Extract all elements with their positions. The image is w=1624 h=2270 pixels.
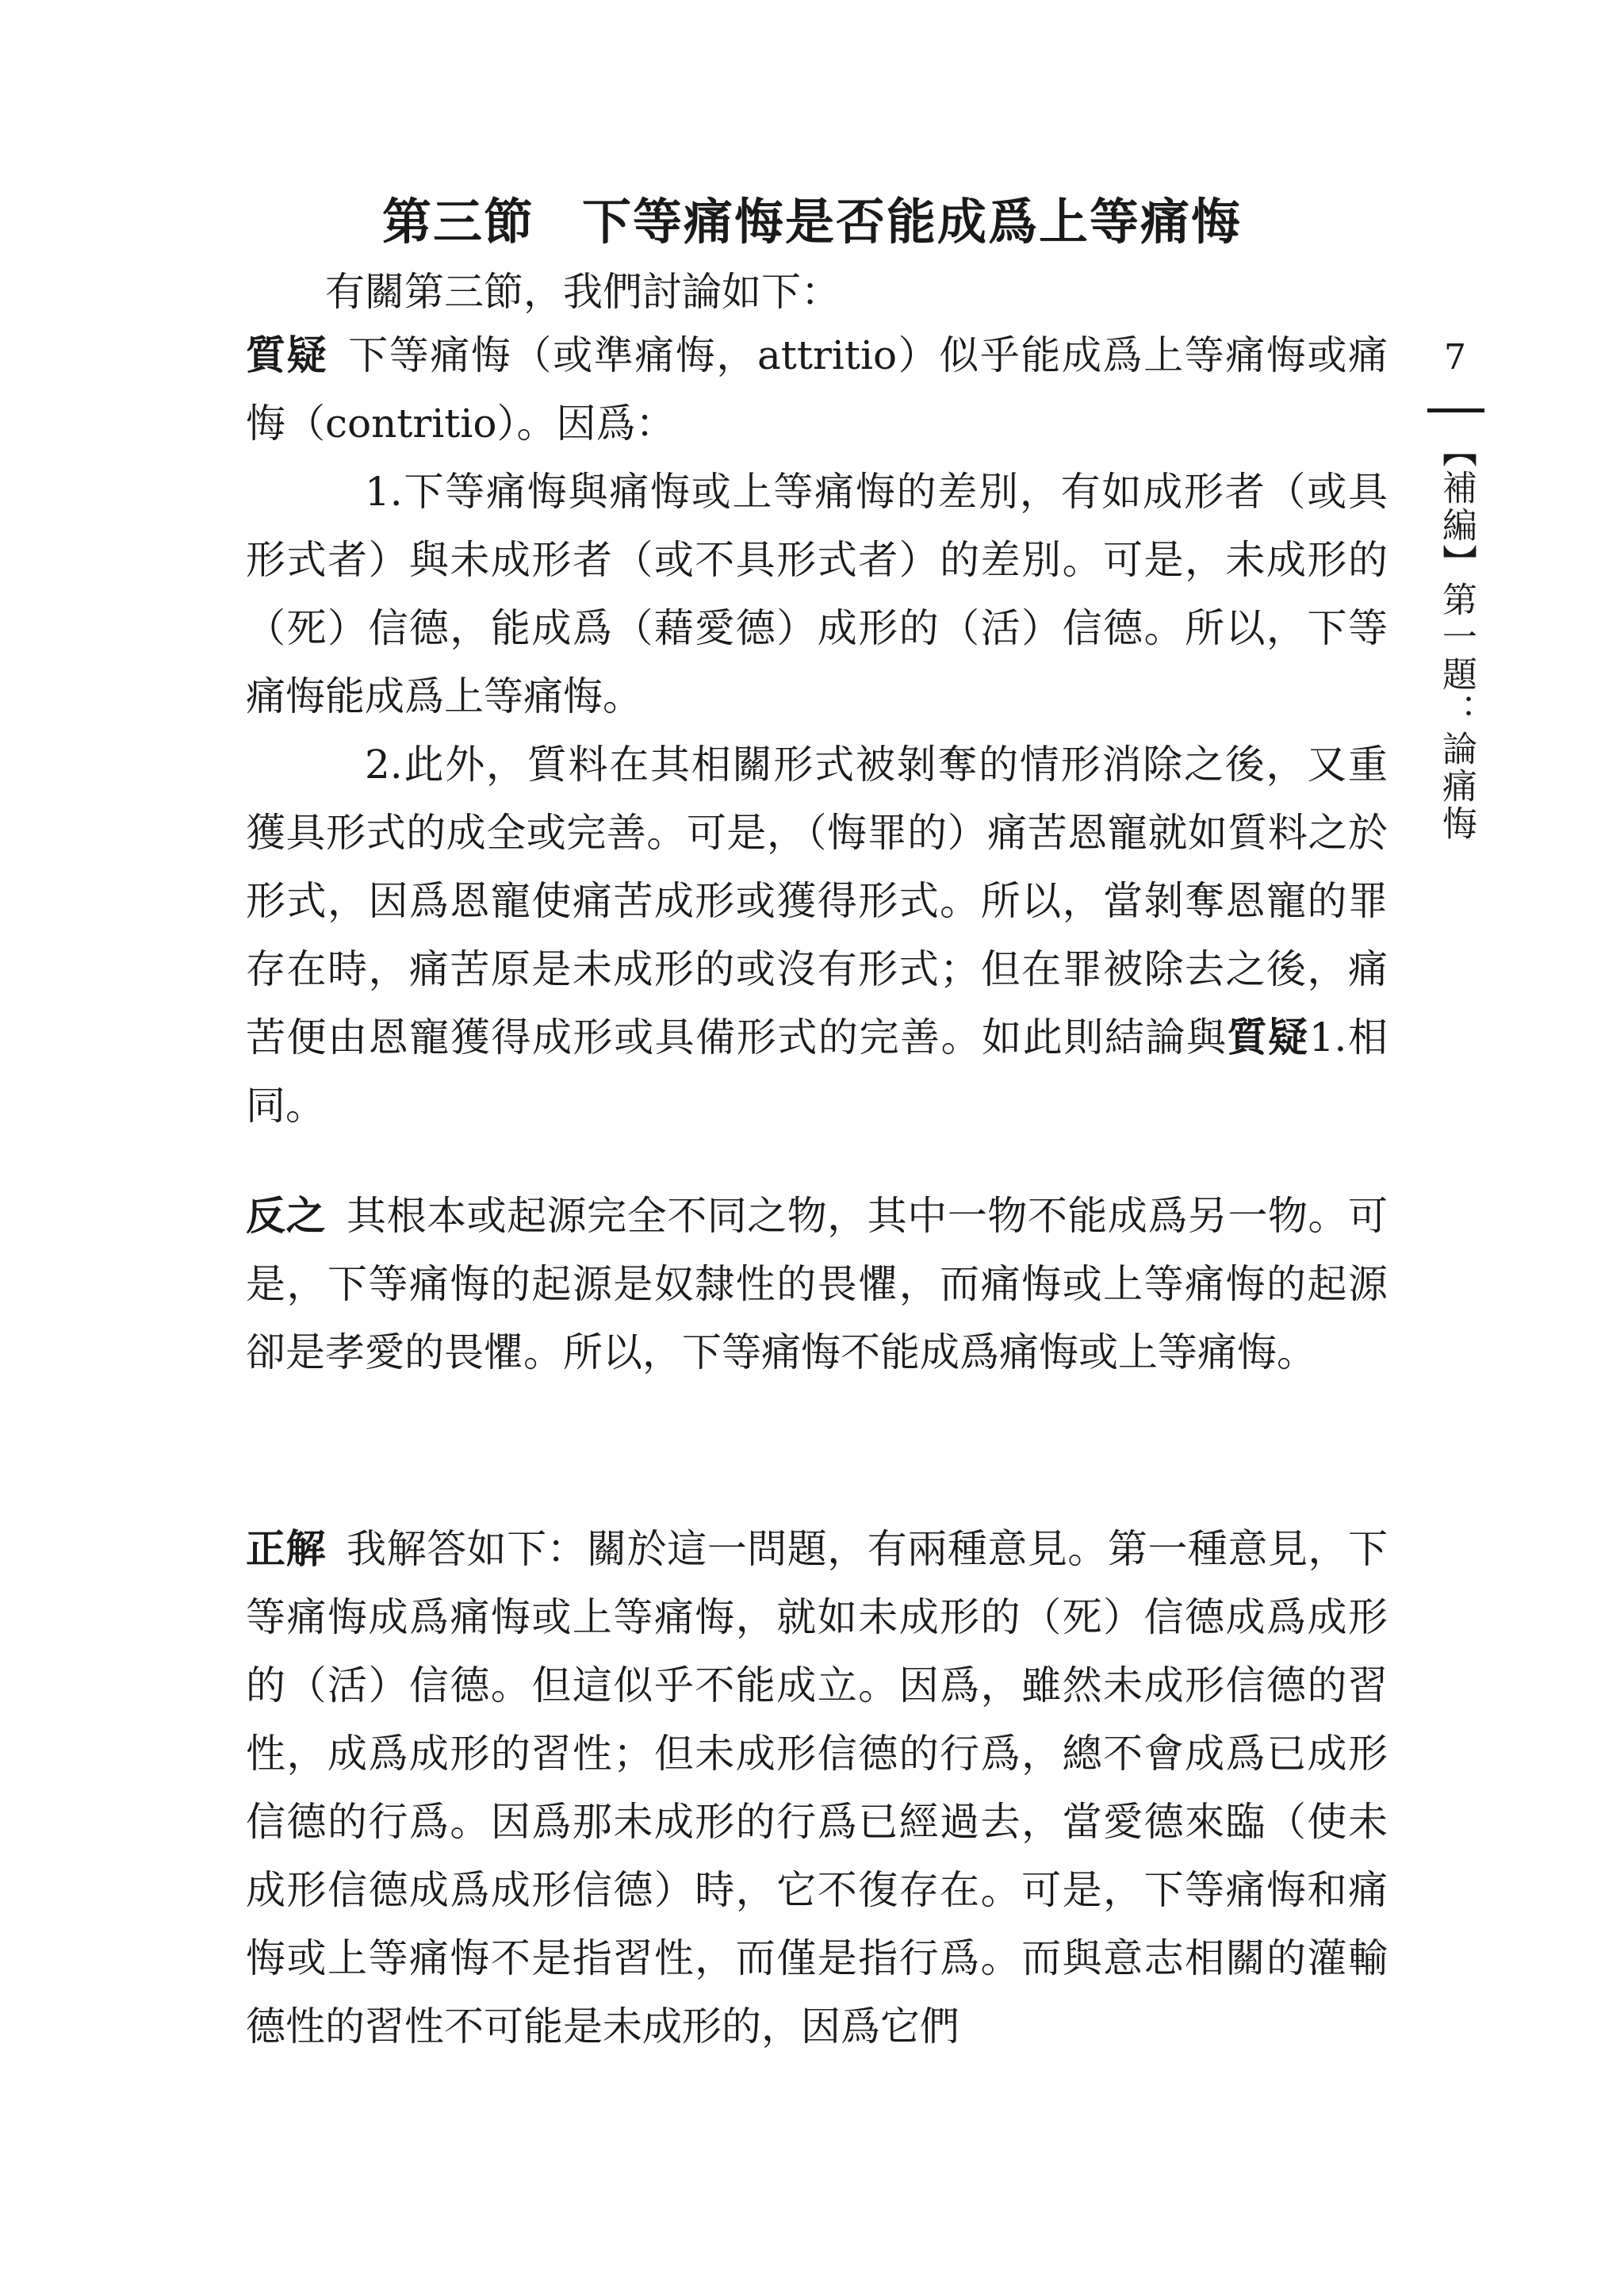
response-text: 我解答如下：關於這一問題，有兩種意見。第一種意見，下等痛悔成爲痛悔或上等痛悔，就如未成形的（死）信德成爲成形的（活）信德。但這似乎不能成立。因爲，雖然未成形信德的習性，成爲成形的習性；但未成形信德的行爲，總不會成爲已成形信德的行爲。因爲那未成形的行爲已經過去，當愛德來臨（使未成形信德成爲成形信德）時，它不復存在。可是，下等痛悔和痛悔或上等痛悔不是指習性，而僅是指行爲。而與意志相關的灌輸德性的習性不可能是未成形的，因爲它們 — [246, 1526, 1388, 2050]
response-label: 正解 — [246, 1526, 327, 1572]
objection-label: 質疑 — [246, 332, 328, 378]
objection-block — [246, 321, 1388, 1140]
page-number: 7 — [1444, 337, 1466, 378]
objection-text: 下等痛悔（或準痛悔，attritio）似乎能成爲上等痛悔或痛悔（contritio）。因爲： — [246, 332, 1388, 447]
objection-point-2: 2.此外，質料在其相關形式被剝奪的情形消除之後，又重獲具形式的成全或完善。可是，（悔罪的）痛苦恩寵就如質料之於形式，因爲恩寵使痛苦成形或獲得形式。所以，當剝奪恩寵的罪存在時，痛苦原是未成形的或沒有形式；但在罪被除去之後，痛苦便由恩寵獲得成形或具備形式的完善。如此則結論與質疑1.相同。 — [246, 742, 1388, 1129]
objection-point-1: 1.下等痛悔與痛悔或上等痛悔的差別，有如成形者（或具形式者）與未成形者（或不具形式者）的差別。可是，未成形的（死）信德，能成爲（藉愛德）成形的（活）信德。所以，下等痛悔能成爲上等痛悔。 — [246, 469, 1388, 719]
objection-paragraph — [246, 321, 1388, 458]
objection-ref: 質疑 — [1227, 1014, 1309, 1060]
section-title — [0, 190, 1624, 254]
response-paragraph — [246, 1515, 1388, 2061]
sed-contra-text: 其根本或起源完全不同之物，其中一物不能成爲另一物。可是，下等痛悔的起源是奴隸性的畏懼，而痛悔或上等痛悔的起源卻是孝愛的畏懼。所以，下等痛悔不能成爲痛悔或上等痛悔。 — [246, 1193, 1388, 1375]
running-head: 【補編】第一題：論痛悔 — [1436, 432, 1477, 842]
sed-contra-paragraph — [246, 1182, 1388, 1386]
sed-contra-label: 反之 — [246, 1193, 327, 1239]
section-number: 第三節 — [381, 193, 534, 251]
intro-line: 有關第三節，我們討論如下： — [325, 269, 841, 315]
margin-rule — [1427, 408, 1484, 412]
section-heading: 下等痛悔是否能成爲上等痛悔 — [582, 193, 1243, 251]
